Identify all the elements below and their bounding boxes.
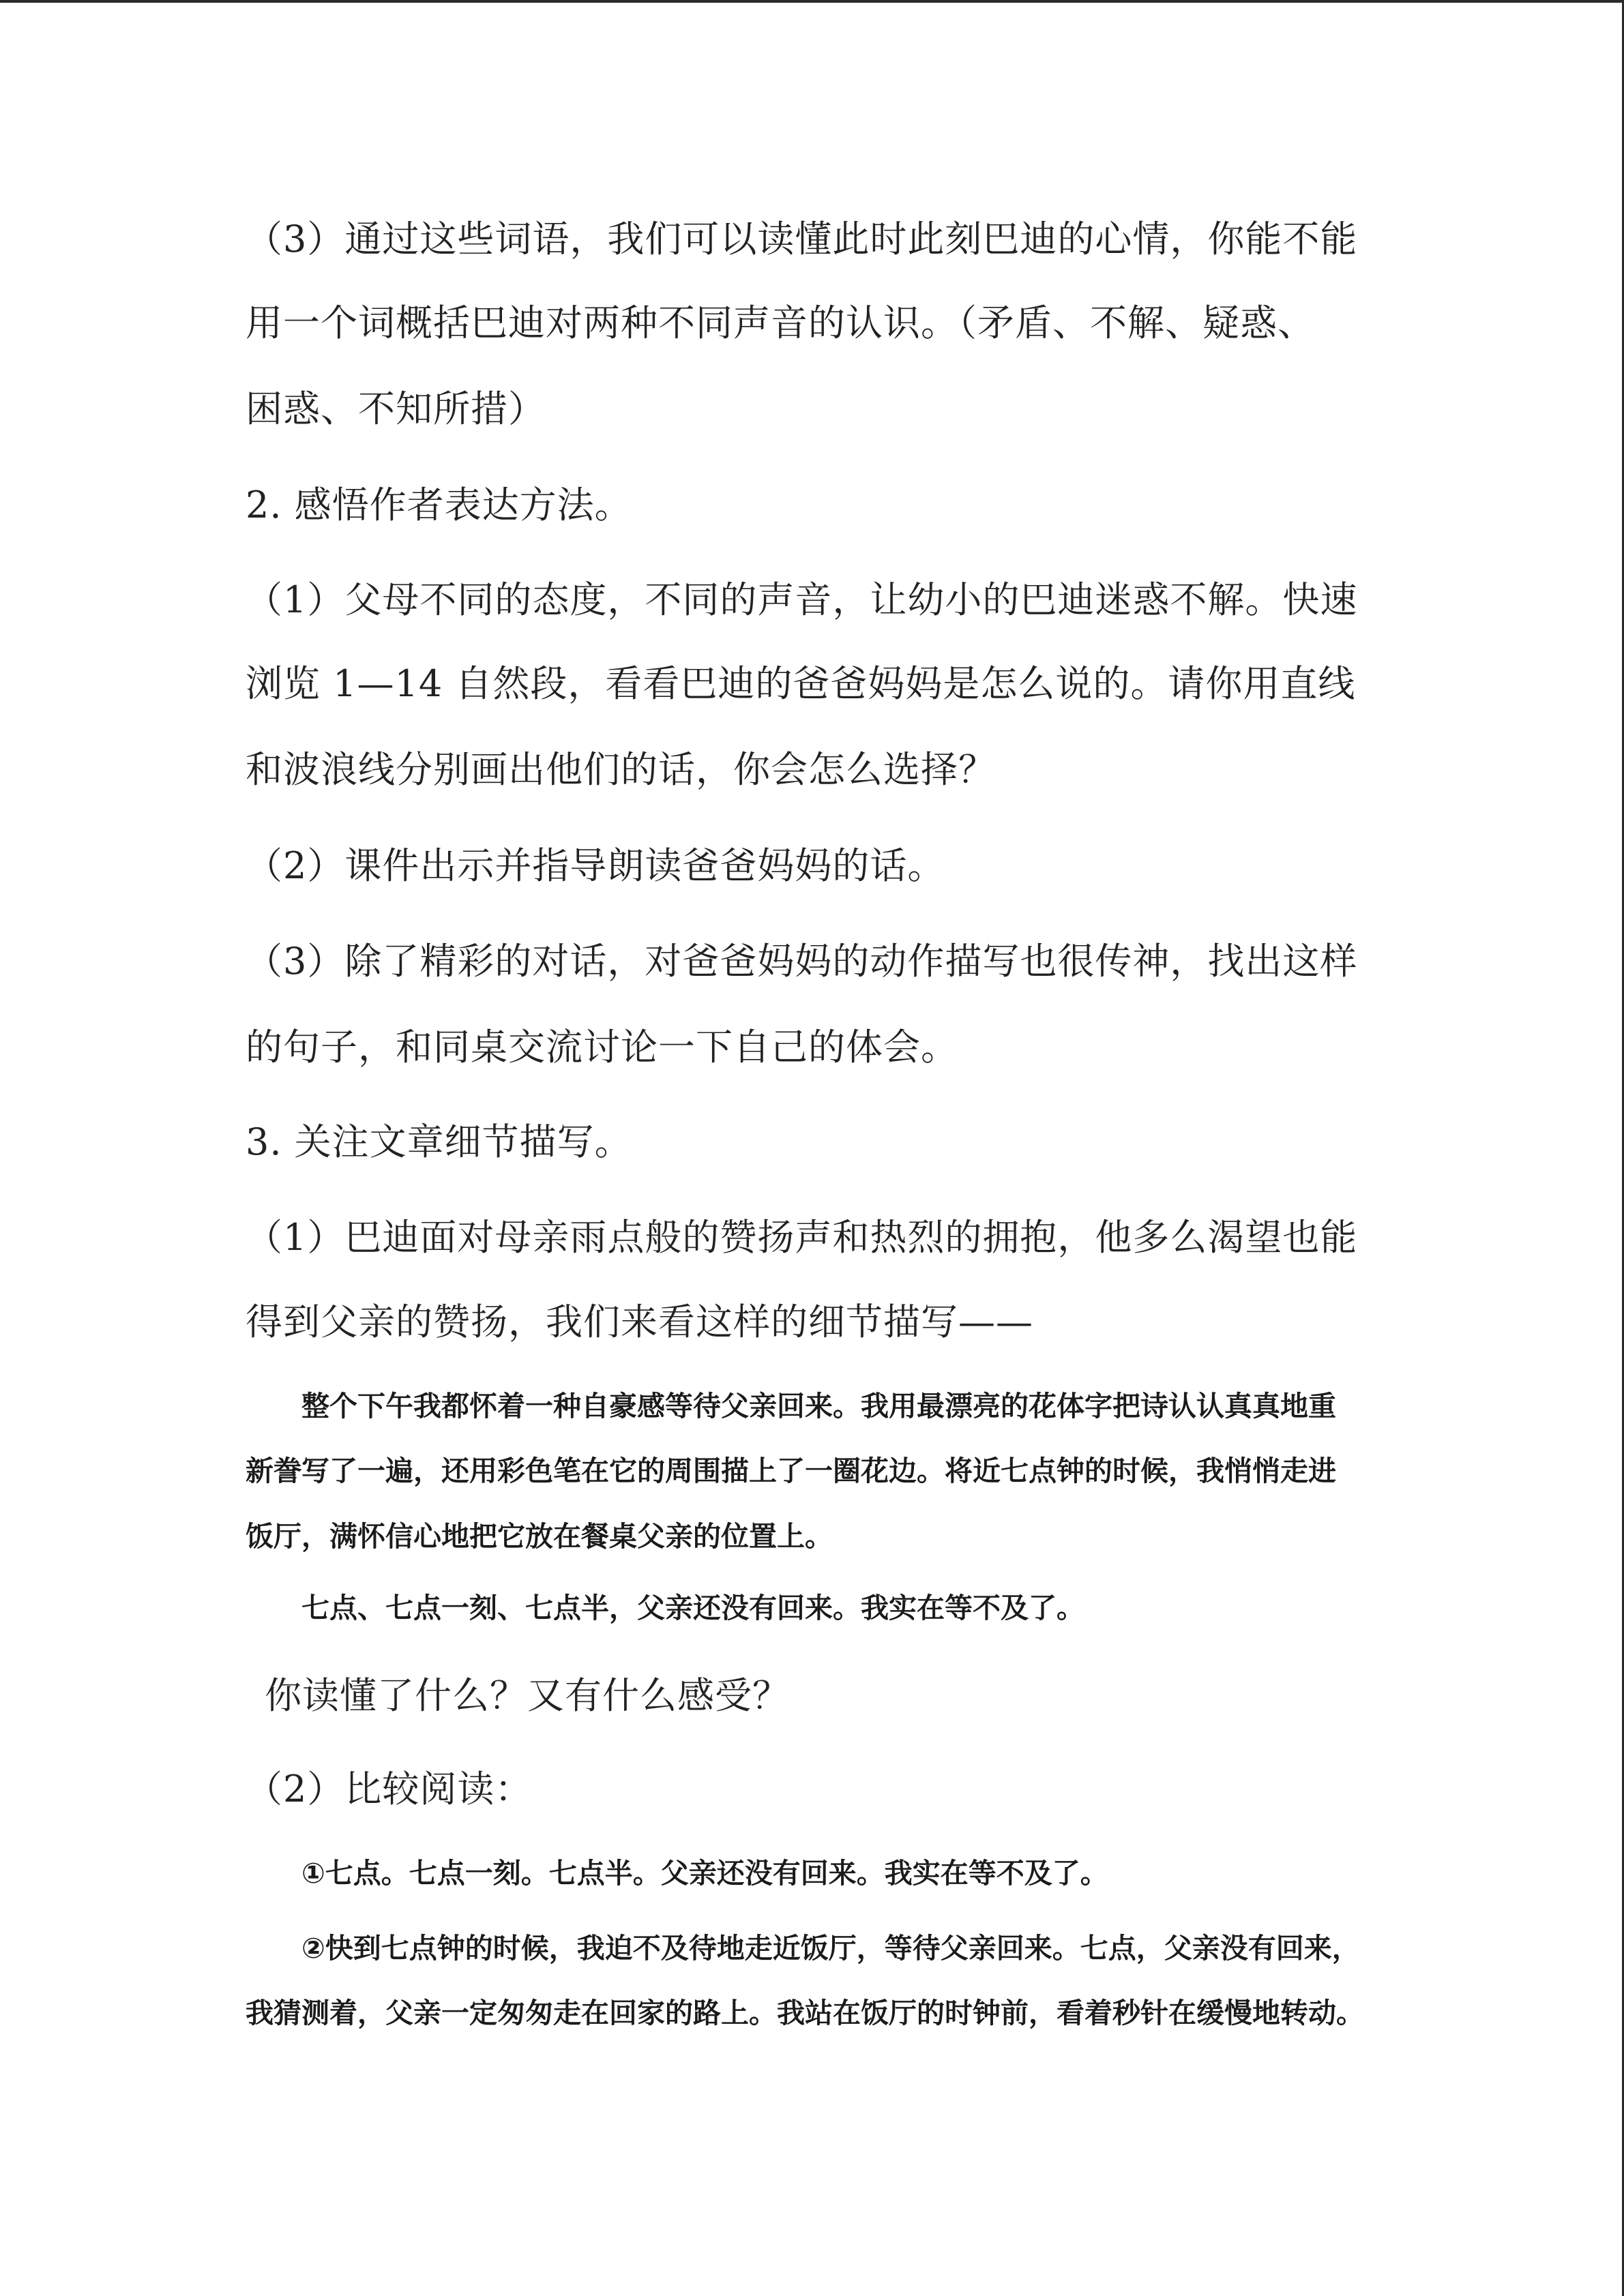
quote1-line-3: 饭厅，满怀信心地把它放在餐桌父亲的位置上。 bbox=[246, 1520, 833, 1553]
s2-item1-line-1: （1）父母不同的态度，不同的声音，让幼小的巴迪迷惑不解。快速 bbox=[246, 578, 1358, 621]
compare-2-line-2: 我猜测着，父亲一定匆匆走在回家的路上。我站在饭厅的时钟前，看着秒针在缓慢地转动。 bbox=[246, 1997, 1364, 2029]
s2-item2: （2）课件出示并指导朗读爸爸妈妈的话。 bbox=[246, 844, 945, 887]
compare-1: ①七点。七点一刻。七点半。父亲还没有回来。我实在等不及了。 bbox=[301, 1857, 1108, 1890]
item3-line-3: 困惑、不知所措） bbox=[246, 387, 546, 430]
quote1-line-2: 新誊写了一遍，还用彩色笔在它的周围描上了一圈花边。将近七点钟的时候，我悄悄走进 bbox=[246, 1455, 1336, 1487]
s3-item2: （2）比较阅读： bbox=[246, 1768, 533, 1810]
compare-2-line-1: ②快到七点钟的时候，我迫不及待地走近饭厅，等待父亲回来。七点，父亲没有回来， bbox=[301, 1932, 1360, 1965]
s2-item3-line-2: 的句子，和同桌交流讨论一下自己的体会。 bbox=[246, 1026, 958, 1069]
quote2: 七点、七点一刻、七点半，父亲还没有回来。我实在等不及了。 bbox=[301, 1592, 1084, 1624]
item3-line-1: （3）通过这些词语，我们可以读懂此时此刻巴迪的心情，你能不能 bbox=[246, 218, 1358, 260]
item3-line-2: 用一个词概括巴迪对两种不同声音的认识。（矛盾、不解、疑惑、 bbox=[246, 301, 1315, 344]
s2-item1-line-3: 和波浪线分别画出他们的话，你会怎么选择？ bbox=[246, 748, 996, 791]
section-3-heading: 3. 关注文章细节描写。 bbox=[246, 1120, 632, 1163]
s3-item1-line-2: 得到父亲的赞扬，我们来看这样的细节描写—— bbox=[246, 1300, 1033, 1343]
quote1-line-1: 整个下午我都怀着一种自豪感等待父亲回来。我用最漂亮的花体字把诗认认真真地重 bbox=[301, 1390, 1336, 1422]
s2-item3-line-1: （3）除了精彩的对话，对爸爸妈妈的动作描写也很传神，找出这样 bbox=[246, 940, 1358, 983]
s3-item1-line-1: （1）巴迪面对母亲雨点般的赞扬声和热烈的拥抱，他多么渴望也能 bbox=[246, 1216, 1358, 1259]
question-text: 你读懂了什么？又有什么感受？ bbox=[265, 1674, 790, 1717]
section-2-heading: 2. 感悟作者表达方法。 bbox=[246, 483, 632, 526]
s2-item1-line-2: 浏览 1—14 自然段，看看巴迪的爸爸妈妈是怎么说的。请你用直线 bbox=[246, 662, 1356, 705]
